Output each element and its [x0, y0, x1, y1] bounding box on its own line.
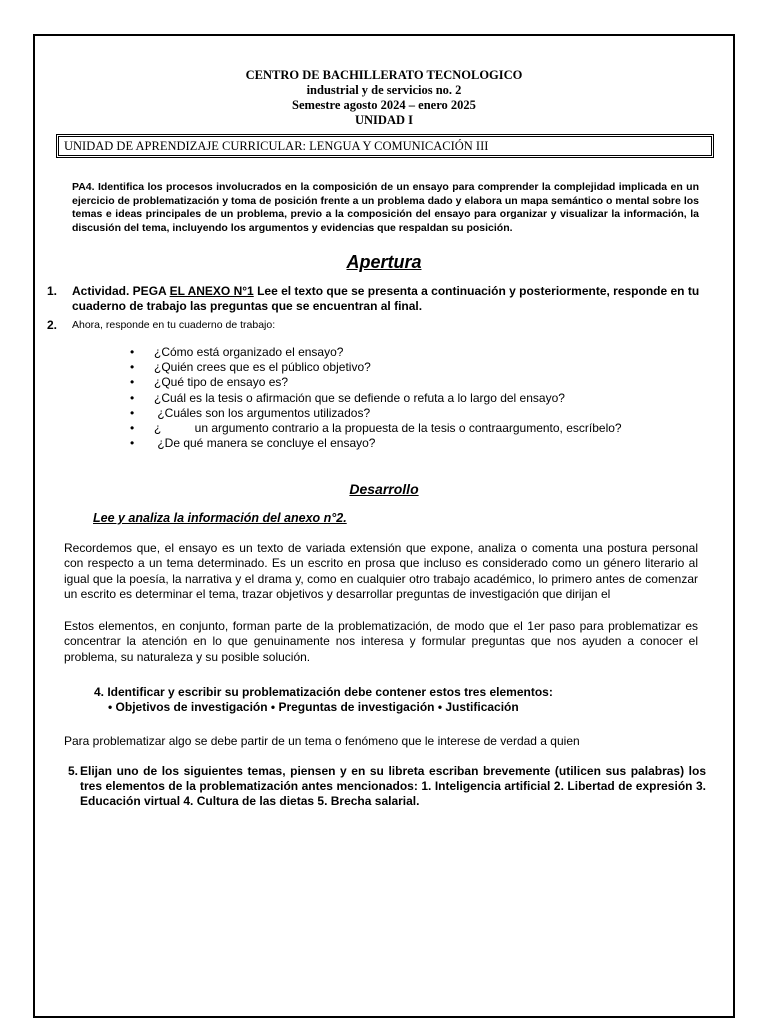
item2-number: 2.: [47, 318, 58, 332]
item1-annex-link: EL ANEXO N°1: [169, 284, 254, 298]
essay-paragraph-1: Recordemos que, el ensayo es un texto de variada extensión que expone, analiza o comenta una postura personal con respecto a un tema determinado. Es un escrito en prosa que incluso es considerado como un género literario al igual que la poesía, la narrativa y el drama y, como en cualquier otro trabajo académico, lo primero antes de comenzar un escrito es determinar el tema, trazar objetivos y desarrollar preguntas de investigación que dirijan el: [64, 541, 698, 601]
essay-paragraph-2: Estos elementos, en conjunto, forman parte de la problematización, de modo que el 1er paso para problematizar es concentrar la atención en lo que genuinamente nos interesa y formular preguntas que nos ayuden a conocer el problema, su naturaleza y su posible solución.: [64, 619, 698, 664]
header-line-semester: Semestre agosto 2024 – enero 2025: [292, 98, 476, 112]
item1-part-a: Actividad. PEGA: [72, 284, 170, 298]
question-item: • ¿Quién crees que es el público objetivo?: [130, 360, 622, 375]
header-line-subtitle: industrial y de servicios no. 2: [306, 83, 462, 97]
item1-part-c: Lee el texto que se presenta a continuación y posteriormente, responde en tu cuaderno de trabajo las preguntas que se encuentran al final.: [72, 284, 700, 313]
item1-number: 1.: [47, 284, 58, 298]
header-line-unit: UNIDAD I: [355, 113, 413, 127]
item5: [68, 764, 706, 810]
question-item: • ¿Qué tipo de ensayo es?: [130, 375, 622, 390]
question-item: • ¿ un argumento contrario a la propuesta de la tesis o contraargumento, escríbelo?: [130, 421, 622, 436]
item5-text: Elijan uno de los siguientes temas, piensen y en su libreta escriban brevemente (utilicen sus palabras) los tres elementos de la problematización antes mencionados: 1. Inteligencia artificial 2. Libertad de expresión 3. Educación virtual 4. Cultura de las dietas 5. Brecha salarial.: [80, 764, 706, 809]
question-item: • ¿Cómo está organizado el ensayo?: [130, 345, 622, 360]
uac-box: [56, 134, 714, 158]
pa4-paragraph: PA4. Identifica los procesos involucrados en la composición de un ensayo para comprender la complejidad implicada en un ejercicio de problematización y toma de posición frente a un problema dado y elabora un mapa semántico o mental sobre los temas e ideas principales de un problema, previo a la composición del ensayo para organizar y visualizar la información, la discusión del tema, incluyendo los argumentos y evidencias que respaldan su posición.: [72, 181, 699, 234]
essay-paragraph-3: Para problematizar algo se debe partir de un tema o fenómeno que le interese de verdad a quien: [64, 734, 580, 748]
item5-number: 5.: [68, 764, 79, 778]
item2-text: Ahora, responde en tu cuaderno de trabajo:: [72, 319, 276, 331]
desarrollo-title: Desarrollo: [349, 481, 419, 497]
item1-text: [72, 284, 712, 314]
item4-heading: 4. Identificar y escribir su problematización debe contener estos tres elementos:: [94, 685, 553, 699]
apertura-title: Apertura: [346, 252, 422, 272]
item4-elements: • Objetivos de investigación • Preguntas de investigación • Justificación: [108, 700, 519, 714]
annex2-instruction: Lee y analiza la información del anexo n°2.: [93, 511, 347, 525]
question-list: [130, 345, 622, 451]
question-item: • ¿De qué manera se concluye el ensayo?: [130, 436, 622, 451]
uac-label: UNIDAD DE APRENDIZAJE CURRICULAR: LENGUA Y COMUNICACIÓN III: [64, 139, 489, 153]
question-item: • ¿Cuál es la tesis o afirmación que se defiende o refuta a lo largo del ensayo?: [130, 391, 622, 406]
header-line-school: CENTRO DE BACHILLERATO TECNOLOGICO: [245, 68, 523, 82]
question-item: • ¿Cuáles son los argumentos utilizados?: [130, 406, 622, 421]
document-header: [60, 68, 708, 128]
item4: [94, 685, 553, 715]
